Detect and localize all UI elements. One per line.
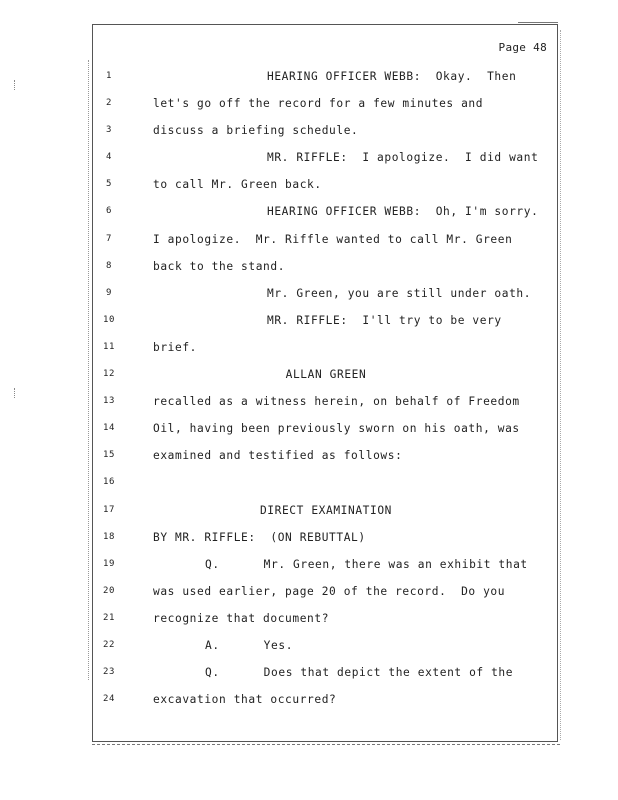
scan-mark <box>14 388 17 398</box>
line-number: 18 <box>102 531 116 542</box>
transcript-line <box>93 469 557 496</box>
line-text: MR. RIFFLE: I'll try to be very <box>267 313 502 327</box>
line-number: 13 <box>102 396 116 407</box>
page-number: Page 48 <box>498 41 547 54</box>
line-number: 7 <box>105 233 113 244</box>
transcript-line <box>93 117 557 144</box>
line-text: DIRECT EXAMINATION <box>259 503 393 517</box>
transcript-line <box>93 144 557 171</box>
transcript-line <box>93 226 557 253</box>
line-number: 9 <box>105 287 113 298</box>
line-text: to call Mr. Green back. <box>153 178 322 192</box>
line-text: I apologize. Mr. Riffle wanted to call Mr. Green <box>153 232 513 246</box>
line-number: 22 <box>102 639 116 650</box>
transcript-line <box>93 551 557 578</box>
transcript-page <box>92 24 558 742</box>
bottom-edge-rule <box>92 744 560 747</box>
transcript-line <box>93 334 557 361</box>
line-number: 2 <box>105 98 113 109</box>
line-text: excavation that occurred? <box>153 693 337 707</box>
line-text: MR. RIFFLE: I apologize. I did want <box>267 151 539 165</box>
line-number: 16 <box>102 477 116 488</box>
line-number: 11 <box>102 341 116 352</box>
line-number-gutter-rule <box>88 60 90 680</box>
line-number: 19 <box>102 558 116 569</box>
line-text: back to the stand. <box>153 259 286 273</box>
transcript-line <box>93 198 557 225</box>
line-number: 4 <box>105 152 113 163</box>
line-number: 3 <box>105 125 113 136</box>
line-number: 5 <box>105 179 113 190</box>
line-text: Q. Mr. Green, there was an exhibit that <box>205 557 528 571</box>
line-text: discuss a briefing schedule. <box>153 124 359 138</box>
line-number: 20 <box>102 585 116 596</box>
line-text: recognize that document? <box>153 611 330 625</box>
transcript-lines <box>93 63 557 713</box>
line-number: 8 <box>105 260 113 271</box>
line-text: HEARING OFFICER WEBB: Okay. Then <box>267 70 517 83</box>
line-number: 1 <box>105 71 113 81</box>
transcript-line <box>93 605 557 632</box>
line-number: 15 <box>102 450 116 461</box>
transcript-line <box>93 253 557 280</box>
line-text: examined and testified as follows: <box>153 449 403 463</box>
line-number: 10 <box>102 314 116 325</box>
transcript-line <box>93 361 557 388</box>
line-number: 23 <box>102 667 116 678</box>
line-text: HEARING OFFICER WEBB: Oh, I'm sorry. <box>267 205 539 219</box>
scan-mark <box>14 80 17 90</box>
line-text: recalled as a witness herein, on behalf of Freedom <box>153 395 520 409</box>
line-text: let's go off the record for a few minutes and <box>153 97 484 111</box>
line-number: 24 <box>102 694 116 705</box>
transcript-line <box>93 307 557 334</box>
transcript-line <box>93 388 557 415</box>
right-edge-speckle <box>560 30 563 740</box>
transcript-line <box>93 632 557 659</box>
line-number: 12 <box>102 369 116 380</box>
transcript-line <box>93 63 557 90</box>
transcript-line <box>93 686 557 713</box>
line-text: Mr. Green, you are still under oath. <box>267 286 532 300</box>
transcript-line <box>93 524 557 551</box>
transcript-line <box>93 90 557 117</box>
transcript-line <box>93 659 557 686</box>
line-text: A. Yes. <box>205 638 294 652</box>
line-number: 6 <box>105 206 113 217</box>
transcript-line <box>93 578 557 605</box>
line-number: 21 <box>102 612 116 623</box>
line-text: was used earlier, page 20 of the record. Do you <box>153 584 506 598</box>
line-text: Q. Does that depict the extent of the <box>205 666 514 680</box>
transcript-line <box>93 415 557 442</box>
line-text: ALLAN GREEN <box>285 368 367 382</box>
transcript-line <box>93 171 557 198</box>
top-edge-rule <box>518 22 558 23</box>
transcript-line <box>93 280 557 307</box>
transcript-line <box>93 497 557 524</box>
transcript-line <box>93 442 557 469</box>
line-text: BY MR. RIFFLE: (ON REBUTTAL) <box>153 530 366 544</box>
line-text: Oil, having been previously sworn on his oath, was <box>153 422 520 436</box>
line-number: 14 <box>102 423 116 434</box>
line-text: brief. <box>153 340 198 354</box>
line-number: 17 <box>102 504 116 515</box>
